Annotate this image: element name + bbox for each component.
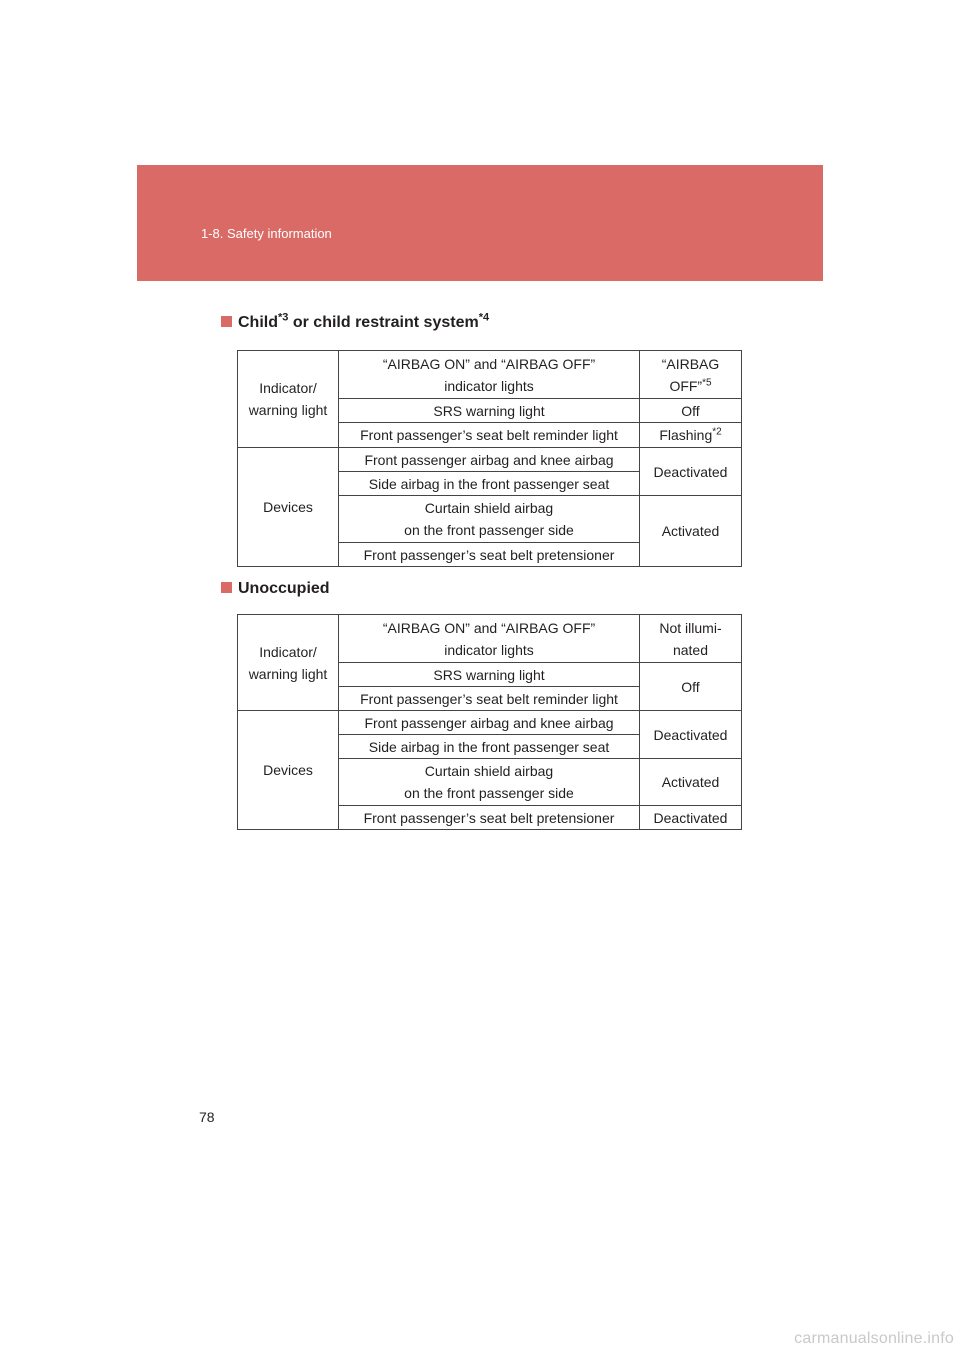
table-cell: SRS warning light (339, 663, 640, 687)
child-heading: Child$^{*3}$ or child restraint system$^{*4}$ (221, 314, 489, 332)
table-cell: SRS warning light (339, 399, 640, 423)
table-cell: Front passenger’s seat belt reminder light (339, 423, 640, 448)
indicator-label-cell: Indicator/ warning light (238, 615, 339, 711)
table-cell: Curtain shield airbag on the front passenger side (339, 759, 640, 806)
watermark: carmanualsonline.info (794, 1330, 954, 1347)
table-cell: Front passenger’s seat belt pretensioner (339, 806, 640, 830)
table-cell: Front passenger airbag and knee airbag (339, 448, 640, 472)
section-label: 1-8. Safety information (201, 226, 332, 241)
indicator-label-cell: Indicator/ warning light (238, 351, 339, 448)
table-row (238, 351, 742, 399)
table-cell: Deactivated (640, 711, 742, 759)
table-cell: Front passenger’s seat belt reminder light (339, 687, 640, 711)
table-cell: Activated (640, 496, 742, 567)
table-cell: Curtain shield airbag on the front passenger side (339, 496, 640, 543)
unoccupied-heading: Unoccupied (221, 580, 330, 598)
table-cell: “AIRBAG ON” and “AIRBAG OFF” indicator lights (339, 351, 640, 399)
table-cell: Deactivated (640, 448, 742, 496)
table-cell: Side airbag in the front passenger seat (339, 472, 640, 496)
square-bullet-icon (221, 582, 232, 593)
header-band (137, 165, 823, 281)
page-number: 78 (199, 1109, 215, 1125)
table-cell: Front passenger airbag and knee airbag (339, 711, 640, 735)
unoccupied-status-table (237, 614, 742, 830)
table-row (238, 711, 742, 735)
table-cell: Activated (640, 759, 742, 806)
table-row (238, 448, 742, 472)
table-cell: “AIRBAG ON” and “AIRBAG OFF” indicator lights (339, 615, 640, 663)
table-cell: Front passenger’s seat belt pretensioner (339, 543, 640, 567)
table-row (238, 615, 742, 663)
table-cell: Flashing$^{*2}$ (640, 423, 742, 448)
table-cell: Not illumi- nated (640, 615, 742, 663)
table-cell: Off (640, 663, 742, 711)
table-cell: “AIRBAG OFF”$^{*5}$ (640, 351, 742, 399)
table-cell: Deactivated (640, 806, 742, 830)
table-cell: Off (640, 399, 742, 423)
square-bullet-icon (221, 316, 232, 327)
devices-label-cell: Devices (238, 711, 339, 830)
child-status-table (237, 350, 742, 567)
devices-label-cell: Devices (238, 448, 339, 567)
table-cell: Side airbag in the front passenger seat (339, 735, 640, 759)
